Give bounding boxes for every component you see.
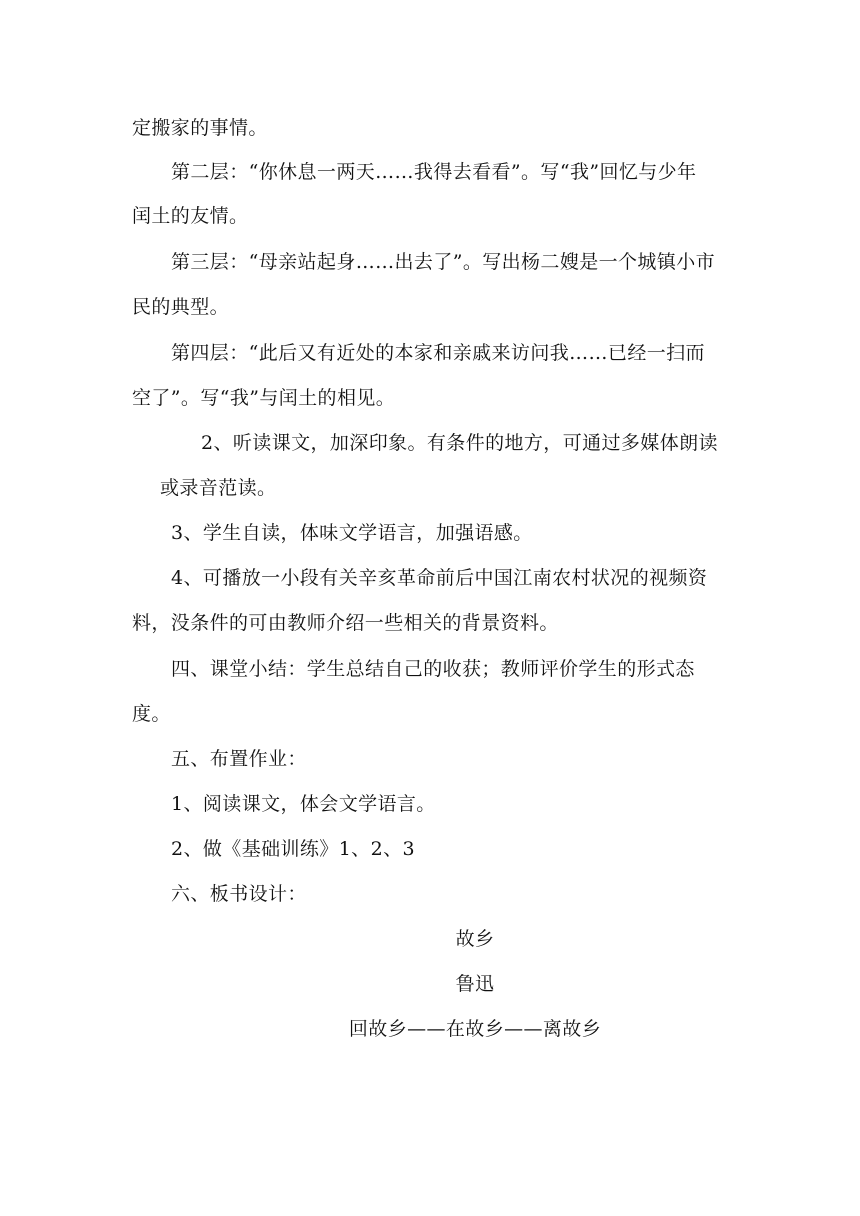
text-line: 4、可播放一小段有关辛亥革命前后中国江南农村状况的视频资 [171,567,708,589]
text-line: 1、阅读课文，体会文学语言。 [171,793,436,815]
text-line: 第三层：“母亲站起身……出去了”。写出杨二嫂是一个城镇小市 [171,251,716,273]
text-line: 2、做《基础训练》1、2、3 [171,838,415,860]
text-line: 定搬家的事情。 [132,117,268,139]
board-title: 故乡 [455,928,495,950]
text-line: 空了”。写“我”与闰土的相见。 [132,387,396,409]
text-line: 民的典型。 [132,296,230,318]
text-line: 第二层：“你休息一两天……我得去看看”。写“我”回忆与少年 [171,161,697,183]
board-structure: 回故乡——在故乡——离故乡 [348,1018,602,1040]
text-line: 五、布置作业： [171,748,307,770]
text-line: 度。 [132,703,171,725]
board-author: 鲁迅 [455,973,495,995]
text-line: 料，没条件的可由教师介绍一些相关的背景资料。 [132,612,559,634]
text-line: 四、课堂小结：学生总结自己的收获；教师评价学生的形式态 [171,658,695,680]
text-line: 2、听读课文，加深印象。有条件的地方，可通过多媒体朗读 [201,432,718,454]
text-line: 第四层：“此后又有近处的本家和亲戚来访问我……已经一扫而 [171,342,705,364]
text-line: 或录音范读。 [160,477,277,499]
text-line: 3、学生自读，体味文学语言，加强语感。 [171,522,533,544]
text-line: 六、板书设计： [171,883,307,905]
text-line: 闰土的友情。 [132,205,249,227]
